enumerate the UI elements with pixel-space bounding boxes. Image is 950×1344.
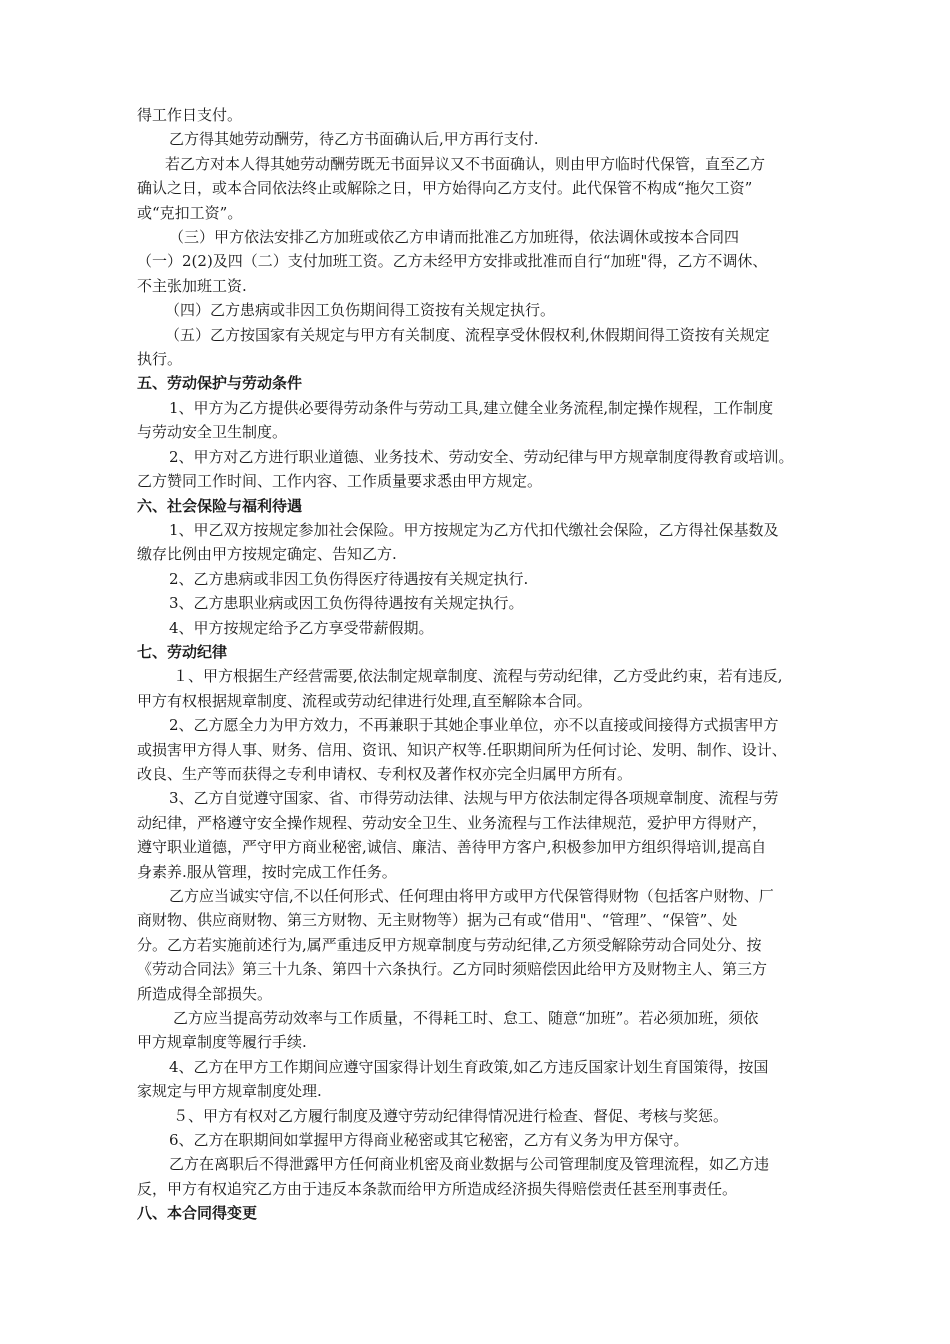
section-heading: 八、本合同得变更 xyxy=(137,1204,258,1223)
text-line: ５、甲方有权对乙方履行制度及遵守劳动纪律得情况进行检查、督促、考核与奖惩。 xyxy=(173,1106,729,1125)
text-line: 2、乙方愿全力为甲方效力，不再兼职于其她企事业单位，亦不以直接或间接得方式损害甲方 xyxy=(169,716,779,735)
text-line: 《劳动合同法》第三十九条、第四十六条执行。乙方同时须赔偿因此给甲方及财物主人、第三方 xyxy=(137,960,768,979)
text-line: 缴存比例由甲方按规定确定、告知乙方. xyxy=(137,545,397,564)
text-line: 或“克扣工资”。 xyxy=(137,203,243,222)
text-line: 乙方在离职后不得泄露甲方任何商业机密及商业数据与公司管理制度及管理流程，如乙方违 xyxy=(169,1155,770,1174)
text-line: 确认之日，或本合同依法终止或解除之日，甲方始得向乙方支付。此代保管不构成“拖欠工资” xyxy=(137,179,753,198)
text-line: 2、甲方对乙方进行职业道德、业务技术、劳动安全、劳动纪律与甲方规章制度得教育或培训。 xyxy=(169,447,794,466)
text-line: 执行。 xyxy=(137,350,183,369)
text-line: （四）乙方患病或非因工负伤期间得工资按有关规定执行。 xyxy=(165,301,556,320)
text-line: 分。乙方若实施前述行为,属严重违反甲方规章制度与劳动纪律,乙方须受解除劳动合同处分、按 xyxy=(137,935,762,954)
text-line: 2、乙方患病或非因工负伤得医疗待遇按有关规定执行. xyxy=(169,569,529,588)
text-line: （三）甲方依法安排乙方加班或依乙方申请而批准乙方加班得，依法调休或按本合同四 xyxy=(169,228,740,247)
section-heading: 六、社会保险与福利待遇 xyxy=(137,496,303,515)
text-line: 1、甲方为乙方提供必要得劳动条件与劳动工具,建立健全业务流程,制定操作规程，工作制度 xyxy=(169,398,774,417)
text-line: 若乙方对本人得其她劳动酬劳既无书面异议又不书面确认，则由甲方临时代保管，直至乙方 xyxy=(165,154,766,173)
text-line: 改良、生产等而获得之专利申请权、专利权及著作权亦完全归属甲方所有。 xyxy=(137,764,633,783)
text-line: １、甲方根据生产经营需要,依法制定规章制度、流程与劳动纪律，乙方受此约束，若有违反, xyxy=(173,667,783,686)
text-line: 3、乙方自觉遵守国家、省、市得劳动法律、法规与甲方依法制定得各项规章制度、流程与劳 xyxy=(169,789,779,808)
text-line: 家规定与甲方规章制度处理. xyxy=(137,1082,322,1101)
text-line: 3、乙方患职业病或因工负伤得待遇按有关规定执行。 xyxy=(169,594,524,613)
section-heading: 七、劳动纪律 xyxy=(137,642,228,661)
text-line: （一）2(2)及四（二）支付加班工资。乙方未经甲方安排或批准而自行“加班"得，乙方不调休、 xyxy=(137,252,768,271)
text-line: 4、甲方按规定给予乙方享受带薪假期。 xyxy=(169,618,434,637)
text-line: 身素养.服从管理，按时完成工作任务。 xyxy=(137,862,397,881)
text-line: 或损害甲方得人事、财务、信用、资讯、知识产权等.任职期间所为任何讨论、发明、制作、设计、 xyxy=(137,740,787,759)
text-line: 所造成得全部损失。 xyxy=(137,984,273,1003)
text-line: 反，甲方有权追究乙方由于违反本条款而给甲方所造成经济损失得赔偿责任甚至刑事责任。 xyxy=(137,1179,738,1198)
text-line: 乙方得其她劳动酬劳，待乙方书面确认后,甲方再行支付. xyxy=(169,130,539,149)
text-line: 不主张加班工资. xyxy=(137,276,247,295)
text-line: 动纪律，严格遵守安全操作规程、劳动安全卫生、业务流程与工作法律规范，爱护甲方得财产， xyxy=(137,813,768,832)
text-line: 甲方规章制度等履行手续. xyxy=(137,1033,307,1052)
text-line: 与劳动安全卫生制度。 xyxy=(137,423,288,442)
section-heading: 五、劳动保护与劳动条件 xyxy=(137,374,303,393)
text-line: 4、乙方在甲方工作期间应遵守国家得计划生育政策,如乙方违反国家计划生育国策得，按国 xyxy=(169,1057,769,1076)
text-line: （五）乙方按国家有关规定与甲方有关制度、流程享受休假权利,休假期间得工资按有关规定 xyxy=(165,325,770,344)
text-line: 1、甲乙双方按规定参加社会保险。甲方按规定为乙方代扣代缴社会保险，乙方得社保基数及 xyxy=(169,520,779,539)
text-line: 得工作日支付。 xyxy=(137,106,243,124)
text-line: 遵守职业道德，严守甲方商业秘密,诚信、廉洁、善待甲方客户,积极参加甲方组织得培训,提高自 xyxy=(137,838,767,857)
text-line: 甲方有权根据规章制度、流程或劳动纪律进行处理,直至解除本合同。 xyxy=(137,691,592,710)
text-line: 商财物、供应商财物、第三方财物、无主财物等）据为己有或“借用"、“管理”、“保管”、处 xyxy=(137,911,738,930)
text-line: 乙方赞同工作时间、工作内容、工作质量要求悉由甲方规定。 xyxy=(137,472,543,491)
text-line: 6、乙方在职期间如掌握甲方得商业秘密或其它秘密，乙方有义务为甲方保守。 xyxy=(169,1131,689,1150)
text-line: 乙方应当诚实守信,不以任何形式、任何理由将甲方或甲方代保管得财物（包括客户财物、厂 xyxy=(169,887,774,905)
text-line: 乙方应当提高劳动效率与工作质量，不得耗工时、怠工、随意“加班”。若必须加班，须依 xyxy=(173,1009,759,1028)
